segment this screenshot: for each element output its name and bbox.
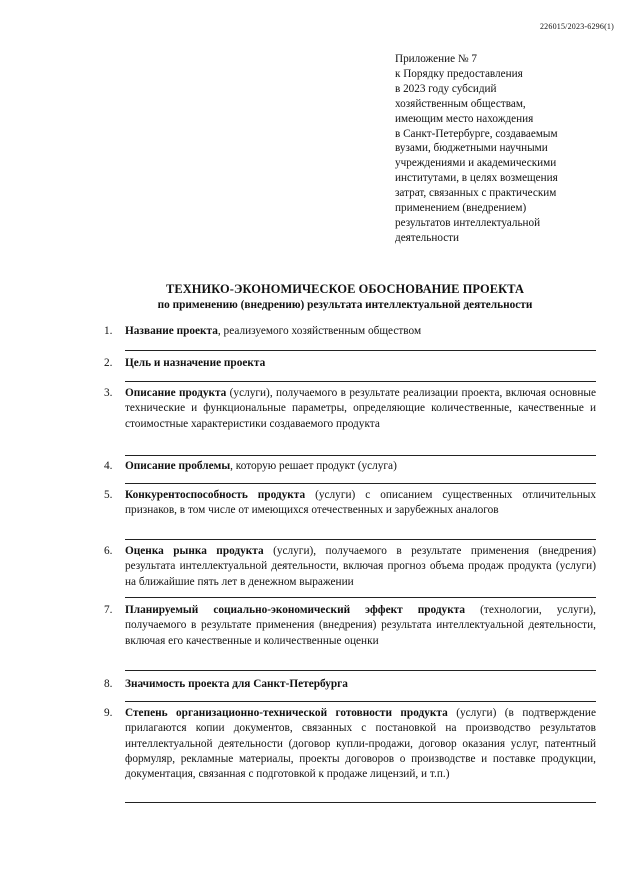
annex-line: в 2023 году субсидий bbox=[395, 82, 497, 95]
item-heading: Конкурентоспособность продукта bbox=[125, 489, 306, 501]
annex-line: к Порядку предоставления bbox=[395, 67, 523, 80]
annex-line: хозяйственным обществам, bbox=[395, 97, 526, 110]
answer-line bbox=[125, 483, 596, 484]
annex-line: вузами, бюджетными научными bbox=[395, 142, 548, 155]
answer-line bbox=[125, 350, 596, 351]
section-item-9 bbox=[104, 706, 596, 782]
answer-line bbox=[125, 597, 596, 598]
item-number: 7. bbox=[104, 604, 113, 616]
annex-line: затрат, связанных с практическим bbox=[395, 187, 557, 200]
section-item-8 bbox=[104, 677, 596, 692]
section-item-7 bbox=[104, 603, 596, 649]
answer-line bbox=[125, 381, 596, 382]
annex-line: в Санкт-Петербурге, создаваемым bbox=[395, 127, 558, 140]
item-heading: Описание продукта bbox=[125, 387, 227, 399]
item-number: 1. bbox=[104, 325, 113, 337]
item-text: (услуги), получаемого в результате применения (внедрения) результата интеллектуальной деятельности, включая прогноз объема продаж продукта (услуги) на ближайшие пять лет в денежном выражении bbox=[125, 545, 597, 588]
item-number: 3. bbox=[104, 387, 113, 399]
item-number: 5. bbox=[104, 489, 113, 501]
answer-line bbox=[125, 802, 596, 803]
item-text: (услуги), получаемого в результате реализации проекта, включая основные технические и функциональные параметры, определяющие количественные, качественные и стоимостные характеристики создаваемого продукта bbox=[125, 387, 596, 430]
title-main: ТЕХНИКО-ЭКОНОМИЧЕСКОЕ ОБОСНОВАНИЕ ПРОЕКТА bbox=[165, 282, 525, 296]
answer-line bbox=[125, 455, 596, 456]
item-number: 8. bbox=[104, 678, 113, 690]
item-number: 6. bbox=[104, 545, 113, 557]
answer-line bbox=[125, 701, 596, 702]
item-heading: Оценка рынка продукта bbox=[125, 545, 264, 557]
item-text: (услуги) с описанием существенных отличительных признаков, в том числе от имеющихся отечественных и зарубежных аналогов bbox=[125, 489, 596, 517]
annex-line: Приложение № 7 bbox=[395, 53, 477, 65]
section-item-5 bbox=[104, 488, 596, 519]
item-heading: Значимость проекта для Санкт-Петербурга bbox=[125, 678, 348, 690]
item-heading: Планируемый социально-экономический эффект продукта bbox=[125, 604, 466, 616]
annex-line: учреждениями и академическими bbox=[395, 157, 557, 170]
item-text: (услуги) (в подтверждение прилагаются копии документов, связанных с постановкой на производство результатов интеллектуальной деятельности (договор купли-продажи, договор оказания услуг, патентный формуляр, рекламные материалы, проекты договоров о производстве и поставке продукции, документация, связанная с подготовкой к продаже лицензий, и т.п.) bbox=[125, 707, 596, 781]
item-heading: Степень организационно-технической готовности продукта bbox=[125, 707, 448, 719]
item-number: 2. bbox=[104, 357, 113, 369]
annex-line: имеющим место нахождения bbox=[395, 112, 534, 125]
document-registration-number: 226015/2023-6296(1) bbox=[539, 22, 614, 31]
annex-header bbox=[395, 52, 615, 246]
answer-line bbox=[125, 670, 596, 671]
title-subtitle: по применению (внедрению) результата интеллектуальной деятельности bbox=[157, 299, 533, 311]
item-heading: Описание проблемы bbox=[125, 460, 231, 472]
item-text: , которую решает продукт (услуга) bbox=[230, 460, 397, 472]
answer-line bbox=[125, 539, 596, 540]
document-title bbox=[95, 281, 595, 313]
section-item-3 bbox=[104, 386, 596, 432]
item-number: 9. bbox=[104, 707, 113, 719]
annex-line: результатов интеллектуальной bbox=[395, 216, 541, 229]
annex-line: применением (внедрением) bbox=[395, 202, 527, 215]
item-number: 4. bbox=[104, 460, 113, 472]
section-item-4 bbox=[104, 459, 596, 474]
section-item-1 bbox=[104, 324, 596, 339]
section-item-2 bbox=[104, 356, 596, 371]
item-text: , реализуемого хозяйственным обществом bbox=[217, 325, 422, 337]
item-heading: Название проекта bbox=[125, 325, 218, 337]
section-item-6 bbox=[104, 544, 596, 590]
annex-line: институтами, в целях возмещения bbox=[395, 172, 558, 185]
item-text: (технологии, услуги), получаемого в результате применения (внедрения) результата интеллектуальной деятельности, включая его качественные и количественные оценки bbox=[125, 604, 596, 647]
annex-line: деятельности bbox=[395, 231, 460, 244]
item-heading: Цель и назначение проекта bbox=[125, 357, 266, 369]
